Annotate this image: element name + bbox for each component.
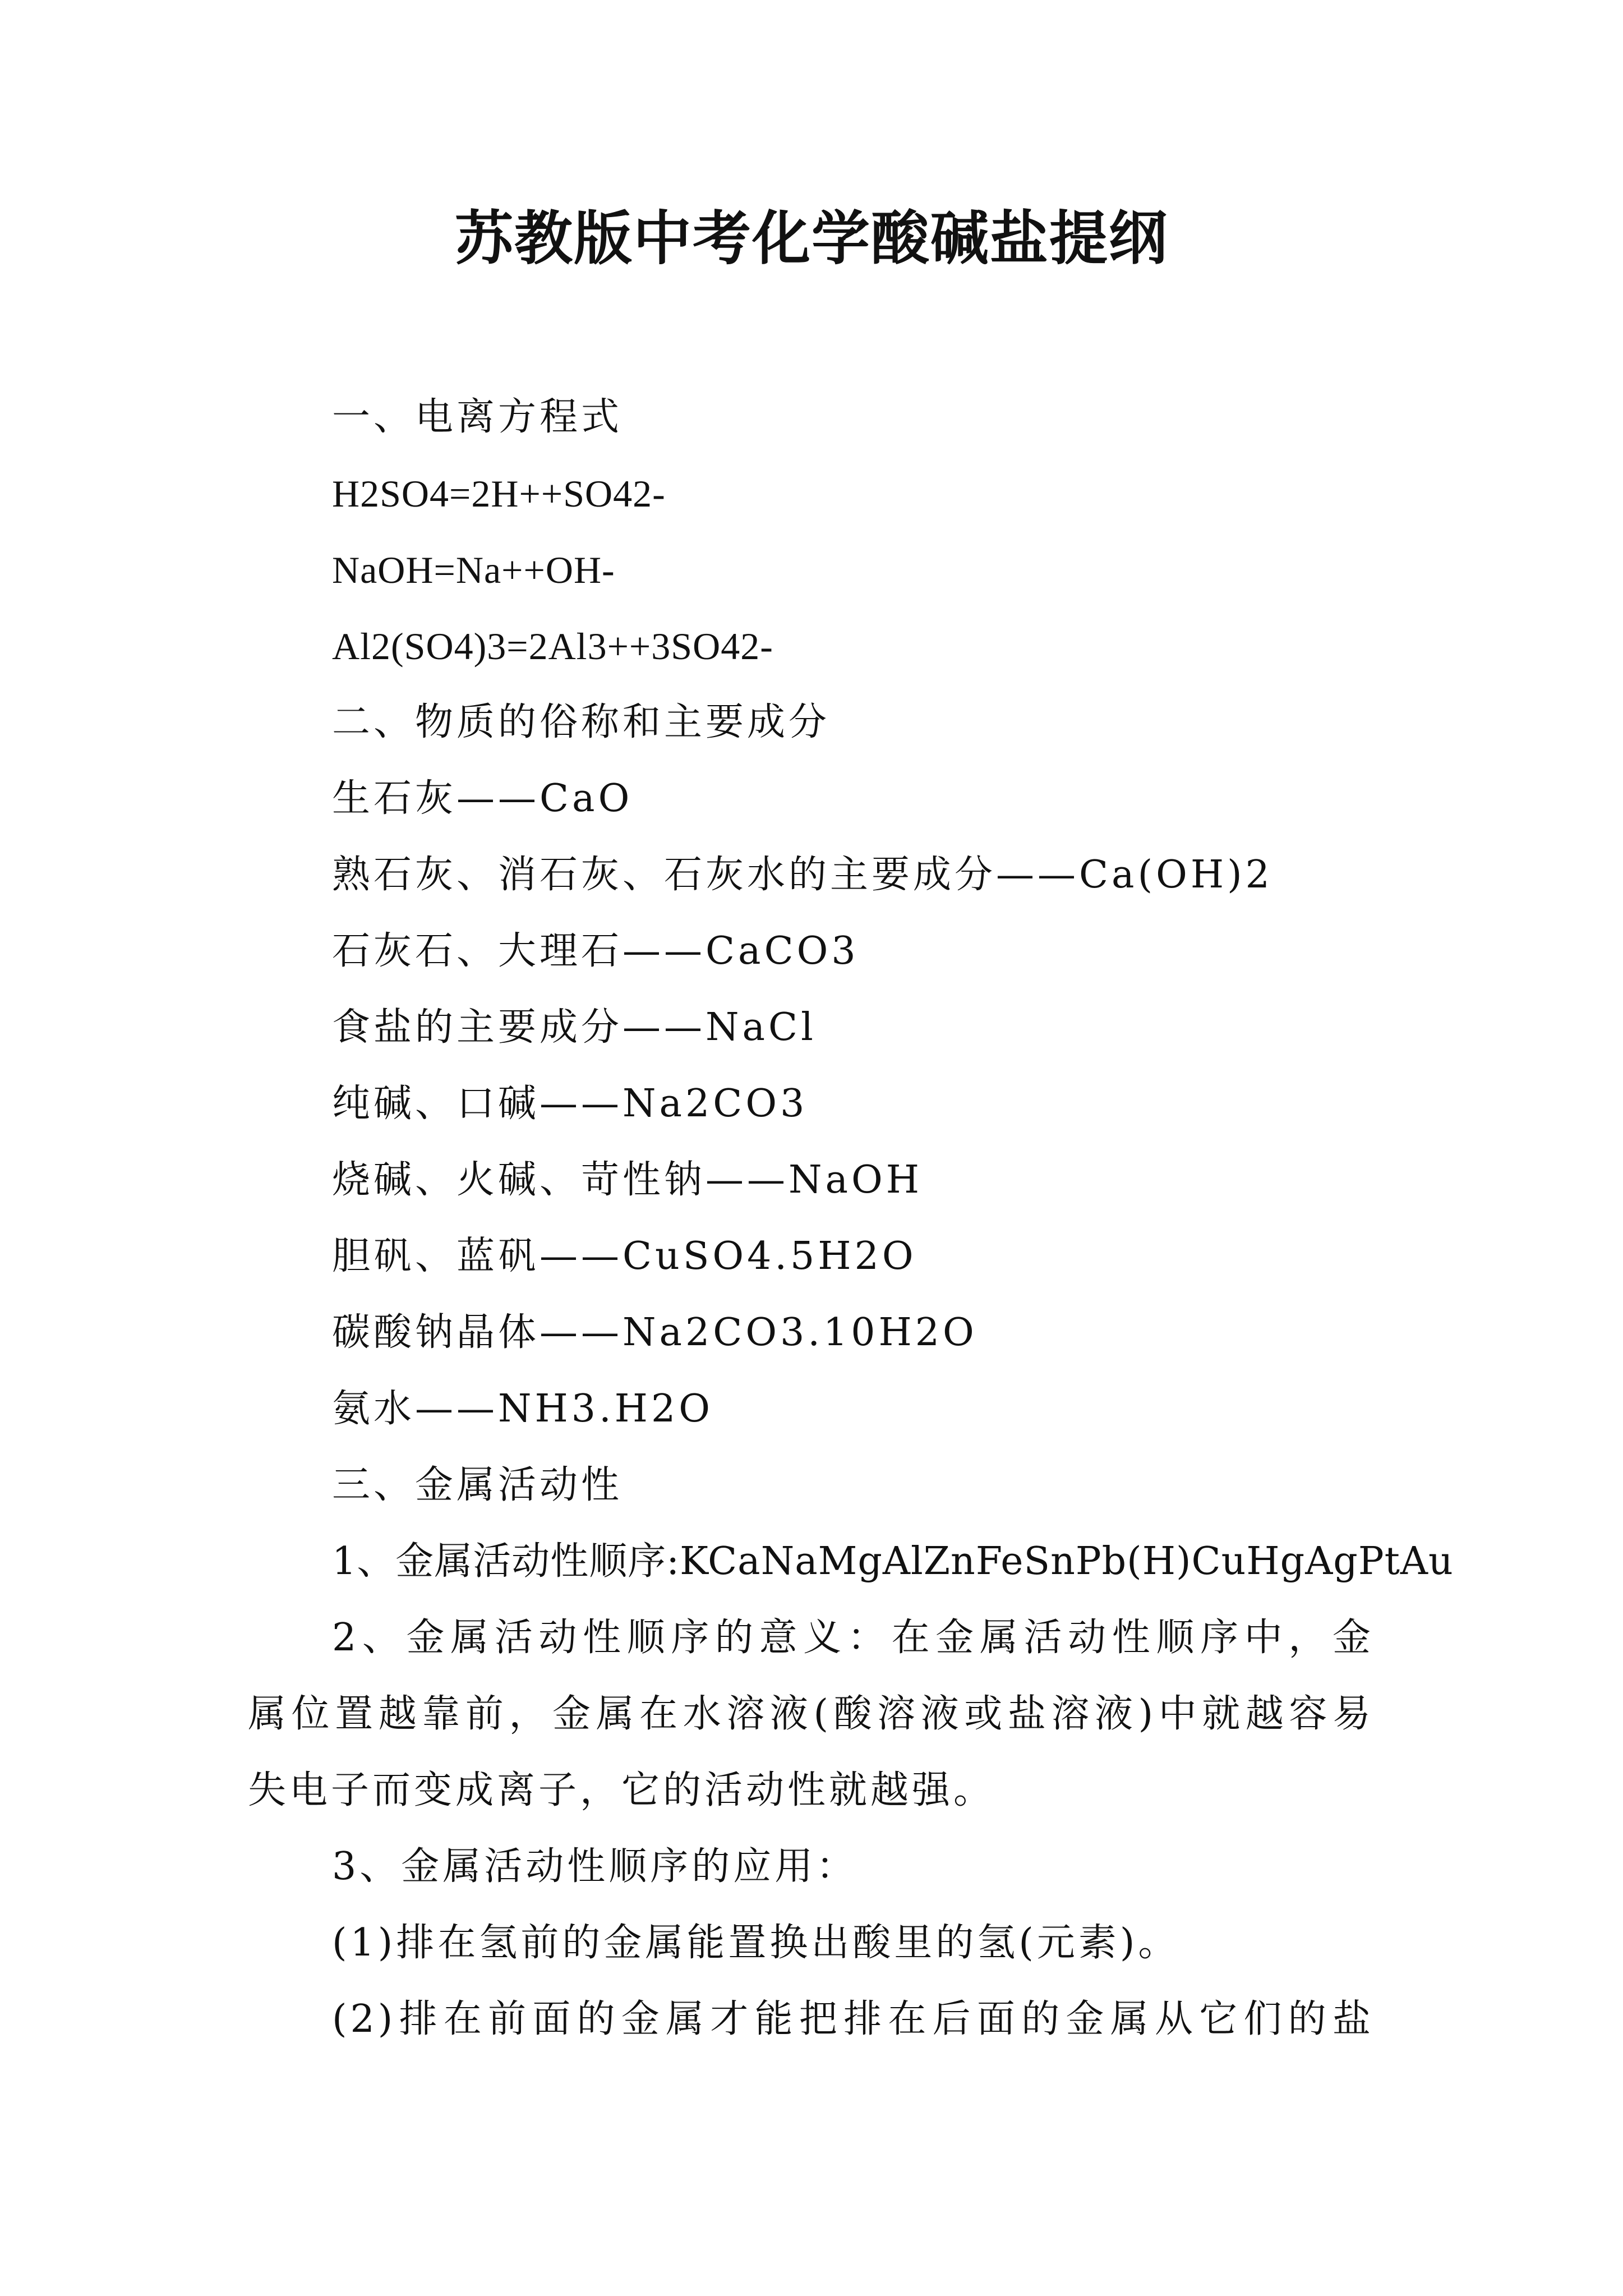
metal-activity-meaning-line-1: 2、金属活动性顺序的意义：在金属活动性顺序中，金 (332, 1616, 1374, 1660)
metal-activity-order: 1、金属活动性顺序:KCaNaMgAlZnFeSnPb(H)CuHgAgPtAu (332, 1539, 1454, 1584)
metal-activity-meaning-line-2: 属位置越靠前，金属在水溶液(酸溶液或盐溶液)中就越容易 (248, 1692, 1374, 1736)
common-name-ammonia-water: 氨水——NH3.H2O (332, 1387, 713, 1431)
common-name-caustic-soda: 烧碱、火碱、苛性钠——NaOH (332, 1158, 923, 1202)
common-name-salt: 食盐的主要成分——NaCl (332, 1005, 817, 1050)
common-name-quicklime: 生石灰——CaO (332, 776, 633, 821)
common-name-soda-crystal: 碳酸钠晶体——Na2CO3.10H2O (332, 1310, 978, 1355)
common-name-blue-vitriol: 胆矾、蓝矾——CuSO4.5H2O (332, 1234, 917, 1278)
document-body (248, 379, 1454, 2058)
metal-activity-meaning-line-3: 失电子而变成离子，它的活动性就越强。 (248, 1768, 995, 1812)
metal-activity-application-1: (1)排在氢前的金属能置换出酸里的氢(元素)。 (332, 1921, 1180, 1965)
equation-aluminum-sulfate: Al2(SO4)3=2Al3++3SO42- (332, 625, 773, 668)
common-name-soda: 纯碱、口碱——Na2CO3 (332, 1082, 808, 1126)
common-name-slaked-lime: 熟石灰、消石灰、石灰水的主要成分——Ca(OH)2 (332, 853, 1273, 897)
metal-activity-application-heading: 3、金属活动性顺序的应用： (332, 1844, 858, 1889)
common-name-limestone: 石灰石、大理石——CaCO3 (332, 929, 859, 973)
equation-sulfuric-acid: H2SO4=2H++SO42- (332, 472, 666, 515)
section-heading-metal-activity: 三、金属活动性 (332, 1463, 623, 1507)
metal-activity-application-2: (2)排在前面的金属才能把排在后面的金属从它们的盐 (332, 1997, 1374, 2041)
document-title: 苏教版中考化学酸碱盐提纲 (454, 204, 1168, 273)
equation-sodium-hydroxide: NaOH=Na++OH- (332, 549, 615, 591)
section-heading-common-names: 二、物质的俗称和主要成分 (332, 700, 831, 744)
section-heading-ionization: 一、电离方程式 (332, 395, 623, 439)
